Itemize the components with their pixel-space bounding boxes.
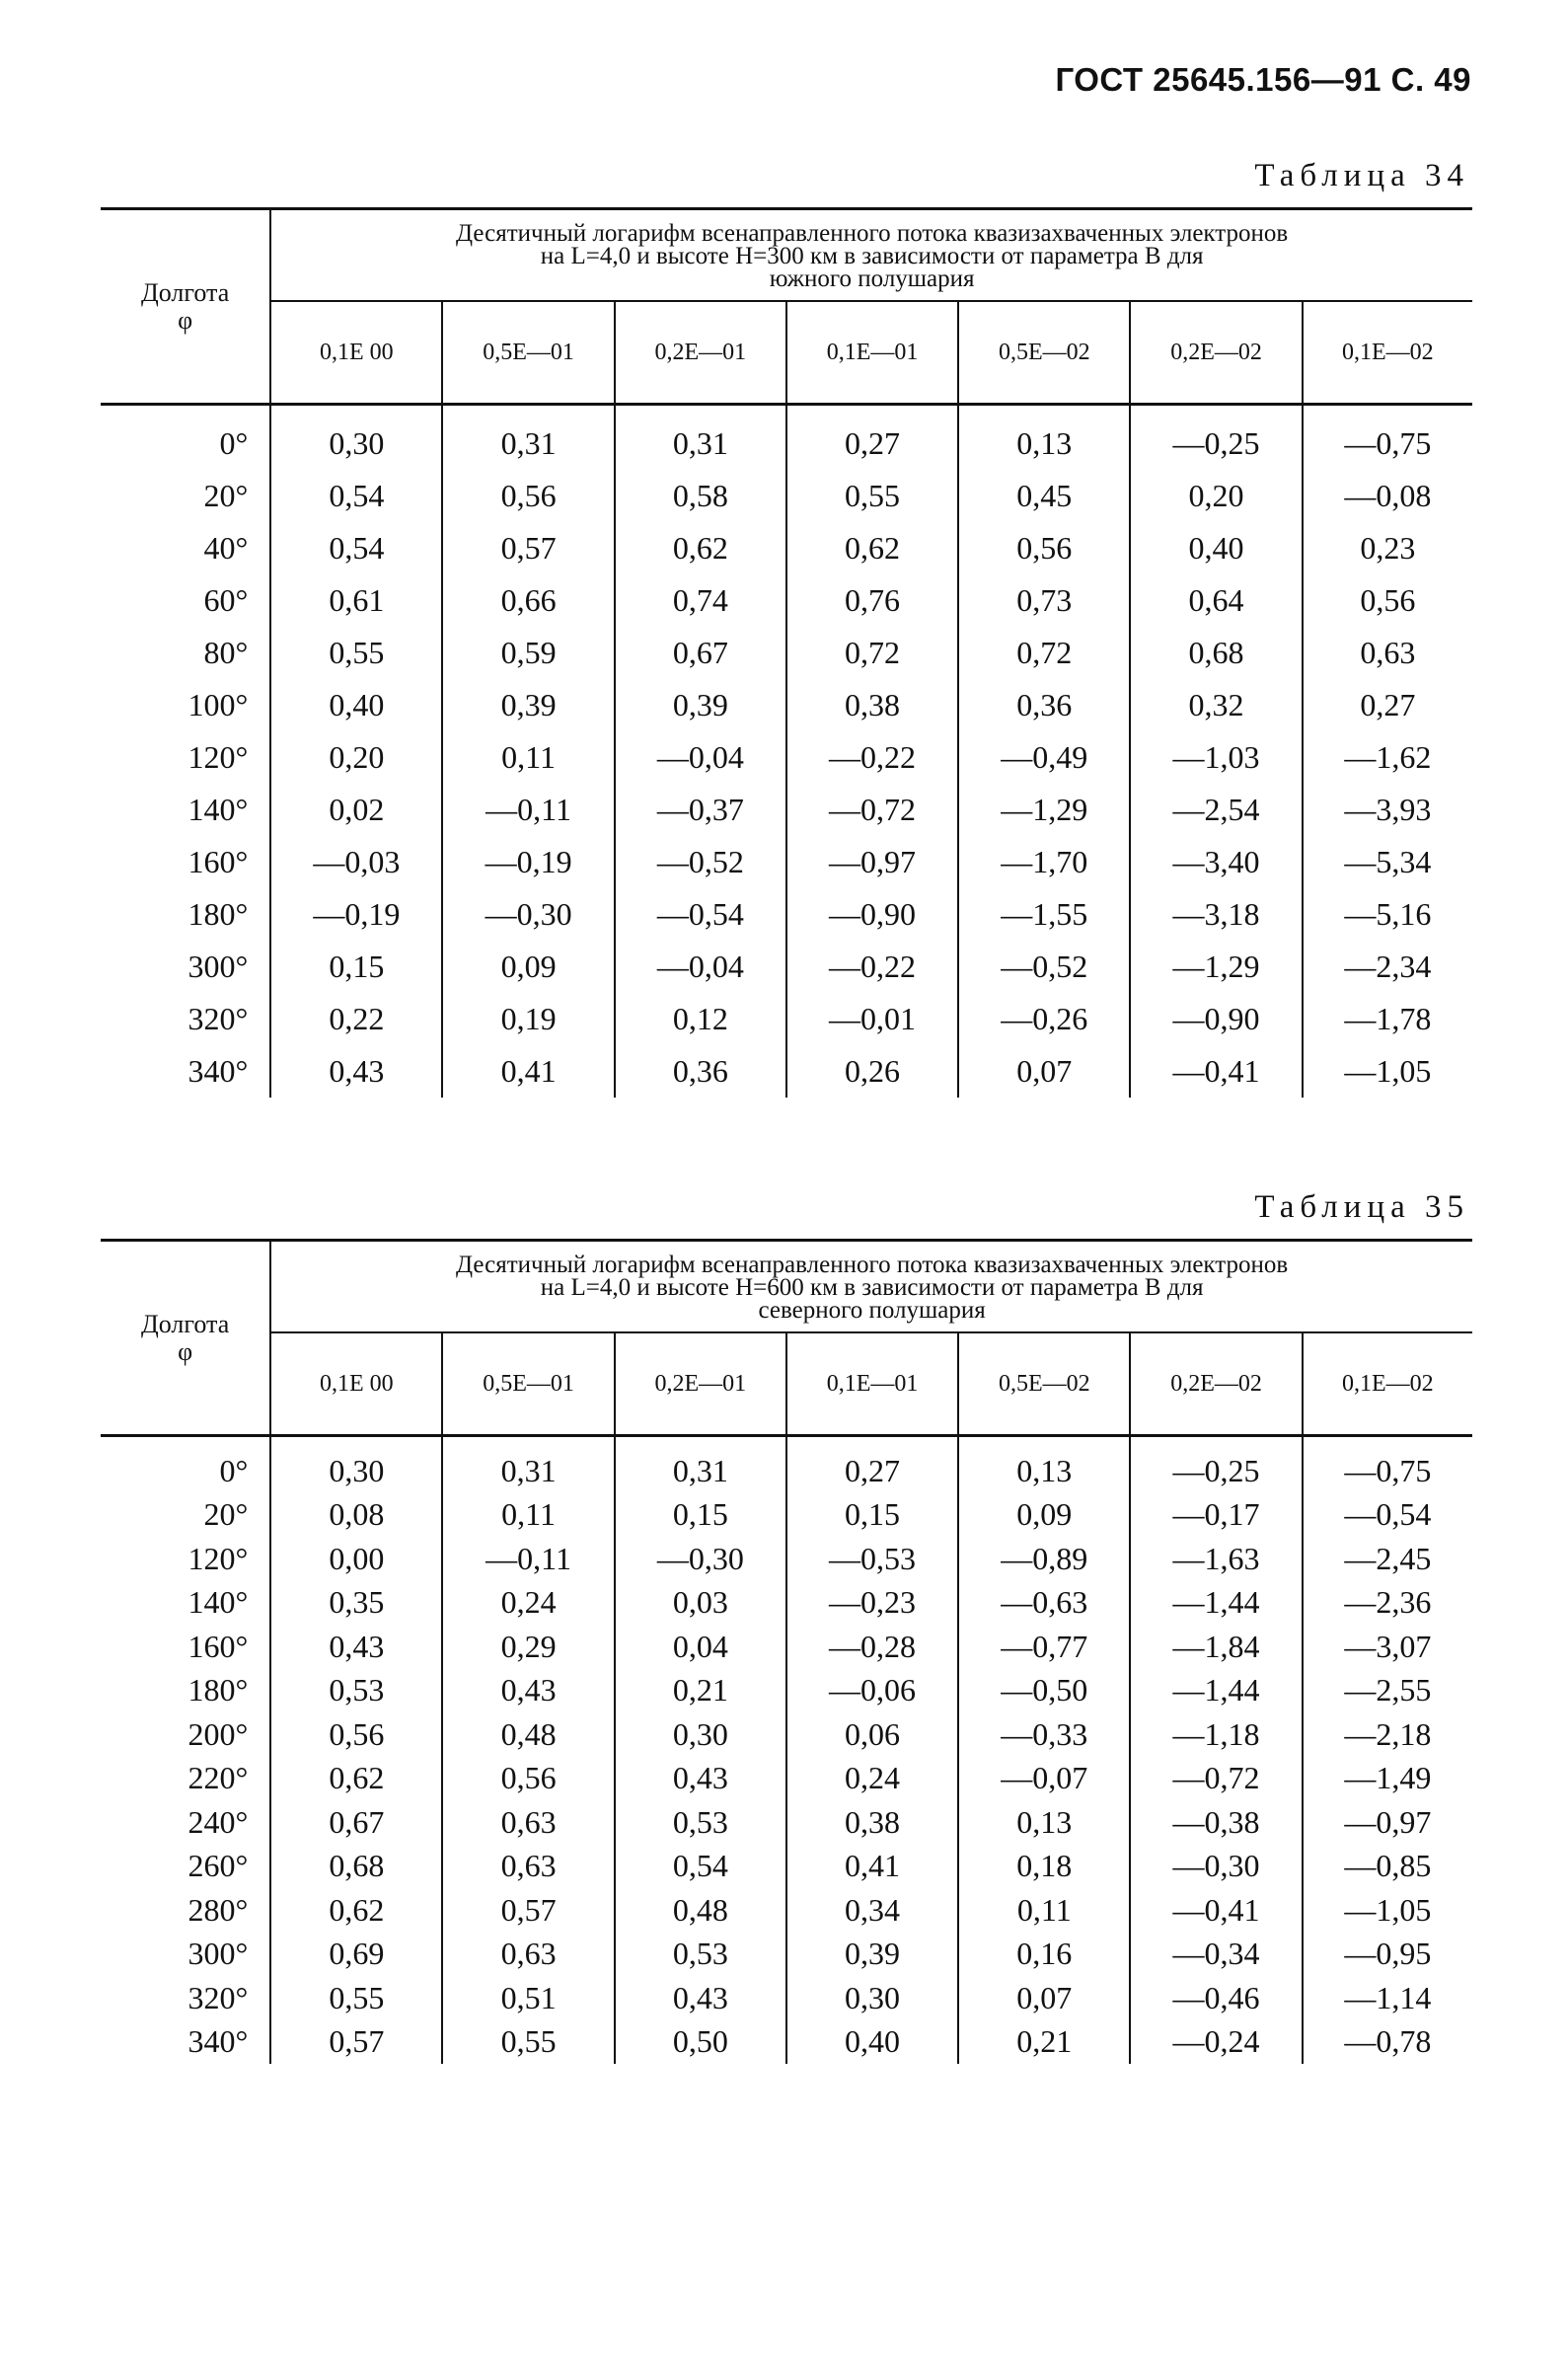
- value-cell: —0,53: [786, 1537, 958, 1581]
- longitude-cell: 40°: [203, 530, 249, 566]
- longitude-header: [101, 1241, 270, 1436]
- value-cell: 0,63: [442, 1933, 614, 1977]
- value-cell: 0,29: [442, 1625, 614, 1669]
- value-cell: 0,02: [270, 784, 442, 836]
- longitude-cell: 160°: [187, 1628, 249, 1664]
- value-cell: —0,46: [1130, 1976, 1302, 2020]
- value-cell: —0,22: [786, 731, 958, 784]
- value-cell: —0,11: [442, 784, 614, 836]
- value-cell: 0,43: [270, 1045, 442, 1098]
- value-cell: 0,51: [442, 1976, 614, 2020]
- longitude-cell: 100°: [187, 687, 249, 722]
- value-cell: —1,78: [1303, 993, 1472, 1045]
- value-cell: 0,26: [786, 1045, 958, 1098]
- longitude-cell: 320°: [187, 1001, 249, 1036]
- table-row: [101, 418, 1472, 470]
- longitude-cell: 200°: [187, 1715, 249, 1752]
- param-header-row: [101, 1332, 1472, 1436]
- value-cell: —0,04: [615, 731, 786, 784]
- value-cell: —0,11: [442, 1537, 614, 1581]
- value-cell: 0,18: [958, 1845, 1130, 1889]
- value-cell: 0,32: [1130, 679, 1302, 731]
- value-cell: —0,24: [1130, 2020, 1302, 2065]
- value-cell: —0,22: [786, 941, 958, 993]
- value-cell: 0,67: [615, 627, 786, 679]
- value-cell: —1,84: [1130, 1625, 1302, 1669]
- value-cell: —2,34: [1303, 941, 1472, 993]
- value-cell: —0,95: [1303, 1933, 1472, 1977]
- value-cell: 0,13: [958, 418, 1130, 470]
- value-cell: 0,56: [1303, 574, 1472, 627]
- value-cell: —1,05: [1303, 1888, 1472, 1933]
- value-cell: 0,13: [958, 1449, 1130, 1493]
- value-cell: 0,31: [615, 1449, 786, 1493]
- table-row: [101, 941, 1472, 993]
- value-cell: 0,69: [270, 1933, 442, 1977]
- longitude-cell: 340°: [187, 2023, 249, 2060]
- value-cell: 0,43: [270, 1625, 442, 1669]
- longitude-header: [101, 209, 270, 405]
- value-cell: 0,38: [786, 679, 958, 731]
- super-header: [270, 209, 1472, 302]
- longitude-cell: 60°: [203, 582, 249, 618]
- value-cell: 0,00: [270, 1537, 442, 1581]
- super-header: [270, 1241, 1472, 1333]
- value-cell: —5,16: [1303, 888, 1472, 941]
- param-header: 0,5E—01: [442, 1332, 614, 1436]
- table-row: [101, 1537, 1472, 1581]
- value-cell: 0,48: [615, 1888, 786, 1933]
- value-cell: —0,50: [958, 1669, 1130, 1713]
- value-cell: —0,30: [1130, 1845, 1302, 1889]
- value-cell: 0,07: [958, 1976, 1130, 2020]
- value-cell: —0,33: [958, 1712, 1130, 1757]
- value-cell: —0,25: [1130, 418, 1302, 470]
- table-row: [101, 522, 1472, 574]
- value-cell: 0,38: [786, 1800, 958, 1845]
- super-header-line: на L=4,0 и высоте H=300 км в зависимости от параметра B для: [540, 243, 1204, 269]
- param-header: 0,2E—02: [1130, 1332, 1302, 1436]
- value-cell: 0,40: [786, 2020, 958, 2065]
- table-row: [101, 627, 1472, 679]
- table-title-35: Таблица 35: [1254, 1189, 1469, 1225]
- value-cell: 0,55: [442, 2020, 614, 2065]
- table-row: [101, 731, 1472, 784]
- table-row: [101, 1845, 1472, 1889]
- value-cell: —1,18: [1130, 1712, 1302, 1757]
- param-header: 0,2E—01: [615, 301, 786, 405]
- value-cell: 0,30: [270, 418, 442, 470]
- value-cell: 0,23: [1303, 522, 1472, 574]
- value-cell: —0,78: [1303, 2020, 1472, 2065]
- value-cell: 0,03: [615, 1581, 786, 1626]
- value-cell: —0,54: [615, 888, 786, 941]
- param-header: 0,5E—02: [958, 1332, 1130, 1436]
- value-cell: 0,67: [270, 1800, 442, 1845]
- value-cell: —2,55: [1303, 1669, 1472, 1713]
- value-cell: 0,36: [615, 1045, 786, 1098]
- value-cell: 0,40: [1130, 522, 1302, 574]
- param-header: 0,1E—02: [1303, 301, 1472, 405]
- value-cell: —0,07: [958, 1757, 1130, 1801]
- value-cell: —0,72: [786, 784, 958, 836]
- param-header: 0,2E—02: [1130, 301, 1302, 405]
- value-cell: 0,59: [442, 627, 614, 679]
- table-row: [101, 470, 1472, 522]
- table-row: [101, 1493, 1472, 1538]
- value-cell: —0,38: [1130, 1800, 1302, 1845]
- value-cell: —0,23: [786, 1581, 958, 1626]
- param-header-row: [101, 301, 1472, 405]
- value-cell: 0,08: [270, 1493, 442, 1538]
- longitude-cell: 240°: [187, 1803, 249, 1840]
- value-cell: 0,56: [442, 1757, 614, 1801]
- value-cell: —0,54: [1303, 1493, 1472, 1538]
- value-cell: 0,66: [442, 574, 614, 627]
- value-cell: 0,21: [958, 2020, 1130, 2065]
- param-header: 0,1E 00: [270, 301, 442, 405]
- value-cell: —0,03: [270, 836, 442, 888]
- value-cell: —0,25: [1130, 1449, 1302, 1493]
- longitude-cell: 340°: [187, 1053, 249, 1089]
- param-header: 0,1E 00: [270, 1332, 442, 1436]
- value-cell: 0,31: [615, 418, 786, 470]
- value-cell: —0,90: [786, 888, 958, 941]
- value-cell: 0,58: [615, 470, 786, 522]
- value-cell: 0,57: [270, 2020, 442, 2065]
- table-row: [101, 1045, 1472, 1098]
- value-cell: 0,43: [442, 1669, 614, 1713]
- value-cell: 0,55: [786, 470, 958, 522]
- value-cell: 0,55: [270, 627, 442, 679]
- value-cell: —0,01: [786, 993, 958, 1045]
- longitude-cell: 140°: [187, 792, 249, 827]
- value-cell: —0,28: [786, 1625, 958, 1669]
- value-cell: 0,15: [615, 1493, 786, 1538]
- value-cell: —0,75: [1303, 1449, 1472, 1493]
- value-cell: 0,53: [270, 1669, 442, 1713]
- table-row: [101, 1976, 1472, 2020]
- param-header: 0,2E—01: [615, 1332, 786, 1436]
- longitude-cell: 20°: [203, 478, 249, 513]
- value-cell: —0,52: [615, 836, 786, 888]
- table-title-34: Таблица 34: [1254, 158, 1469, 193]
- value-cell: 0,30: [615, 1712, 786, 1757]
- table-34: [101, 207, 1472, 1098]
- longitude-cell: 0°: [219, 425, 249, 461]
- longitude-cell: 0°: [219, 1452, 249, 1488]
- longitude-cell: 20°: [203, 1496, 249, 1533]
- table-row: [101, 574, 1472, 627]
- value-cell: 0,54: [270, 522, 442, 574]
- longitude-label: Долгота: [140, 277, 230, 307]
- value-cell: —0,41: [1130, 1045, 1302, 1098]
- value-cell: 0,55: [270, 1976, 442, 2020]
- value-cell: —0,19: [270, 888, 442, 941]
- longitude-cell: 120°: [187, 739, 249, 775]
- value-cell: —3,40: [1130, 836, 1302, 888]
- value-cell: —0,34: [1130, 1933, 1302, 1977]
- value-cell: —0,41: [1130, 1888, 1302, 1933]
- value-cell: 0,07: [958, 1045, 1130, 1098]
- value-cell: —3,93: [1303, 784, 1472, 836]
- longitude-label: Долгота: [140, 1309, 230, 1338]
- table-row: [101, 836, 1472, 888]
- value-cell: —1,49: [1303, 1757, 1472, 1801]
- value-cell: 0,64: [1130, 574, 1302, 627]
- value-cell: 0,11: [442, 731, 614, 784]
- value-cell: —1,05: [1303, 1045, 1472, 1098]
- value-cell: —0,17: [1130, 1493, 1302, 1538]
- value-cell: 0,40: [270, 679, 442, 731]
- value-cell: —1,62: [1303, 731, 1472, 784]
- value-cell: 0,72: [786, 627, 958, 679]
- value-cell: —1,29: [1130, 941, 1302, 993]
- table-row: [101, 2020, 1472, 2065]
- param-header: 0,1E—01: [786, 301, 958, 405]
- value-cell: 0,41: [786, 1845, 958, 1889]
- value-cell: 0,27: [1303, 679, 1472, 731]
- table-row: [101, 1449, 1472, 1493]
- value-cell: —1,29: [958, 784, 1130, 836]
- value-cell: —2,36: [1303, 1581, 1472, 1626]
- value-cell: 0,11: [958, 1888, 1130, 1933]
- param-header: 0,1E—01: [786, 1332, 958, 1436]
- value-cell: 0,41: [442, 1045, 614, 1098]
- value-cell: 0,09: [442, 941, 614, 993]
- value-cell: —0,49: [958, 731, 1130, 784]
- value-cell: 0,57: [442, 1888, 614, 1933]
- value-cell: 0,24: [442, 1581, 614, 1626]
- value-cell: 0,11: [442, 1493, 614, 1538]
- longitude-symbol: φ: [178, 305, 193, 335]
- value-cell: 0,30: [270, 1449, 442, 1493]
- value-cell: 0,21: [615, 1669, 786, 1713]
- table-row: [101, 1625, 1472, 1669]
- value-cell: —0,90: [1130, 993, 1302, 1045]
- value-cell: 0,06: [786, 1712, 958, 1757]
- value-cell: 0,68: [270, 1845, 442, 1889]
- value-cell: 0,61: [270, 574, 442, 627]
- table-row: [101, 784, 1472, 836]
- value-cell: 0,27: [786, 418, 958, 470]
- value-cell: —0,26: [958, 993, 1130, 1045]
- longitude-cell: 280°: [187, 1891, 249, 1928]
- value-cell: 0,39: [442, 679, 614, 731]
- longitude-cell: 300°: [187, 1936, 249, 1972]
- value-cell: 0,43: [615, 1757, 786, 1801]
- value-cell: —0,75: [1303, 418, 1472, 470]
- value-cell: —5,34: [1303, 836, 1472, 888]
- value-cell: —0,19: [442, 836, 614, 888]
- table-row: [101, 1800, 1472, 1845]
- super-header-line: на L=4,0 и высоте H=600 км в зависимости от параметра B для: [540, 1274, 1204, 1301]
- value-cell: 0,31: [442, 1449, 614, 1493]
- value-cell: —1,44: [1130, 1581, 1302, 1626]
- value-cell: 0,30: [786, 1976, 958, 2020]
- value-cell: 0,09: [958, 1493, 1130, 1538]
- value-cell: —0,37: [615, 784, 786, 836]
- value-cell: 0,36: [958, 679, 1130, 731]
- table-row: [101, 1933, 1472, 1977]
- table-row: [101, 1757, 1472, 1801]
- value-cell: 0,62: [615, 522, 786, 574]
- value-cell: —0,85: [1303, 1845, 1472, 1889]
- page-header: ГОСТ 25645.156—91 С. 49: [1055, 61, 1471, 98]
- value-cell: —1,44: [1130, 1669, 1302, 1713]
- super-header-line: Десятичный логарифм всенаправленного потока квазизахваченных электронов: [456, 220, 1289, 247]
- value-cell: 0,62: [786, 522, 958, 574]
- param-header: 0,5E—02: [958, 301, 1130, 405]
- value-cell: 0,62: [270, 1888, 442, 1933]
- value-cell: 0,48: [442, 1712, 614, 1757]
- table-row: [101, 888, 1472, 941]
- value-cell: —0,97: [1303, 1800, 1472, 1845]
- value-cell: —0,77: [958, 1625, 1130, 1669]
- table-row: [101, 1888, 1472, 1933]
- super-header-line: северного полушария: [758, 1297, 986, 1324]
- value-cell: 0,54: [270, 470, 442, 522]
- param-header: 0,1E—02: [1303, 1332, 1472, 1436]
- longitude-cell: 120°: [187, 1540, 249, 1576]
- table-row: [101, 1581, 1472, 1626]
- value-cell: —2,54: [1130, 784, 1302, 836]
- value-cell: 0,76: [786, 574, 958, 627]
- value-cell: —0,97: [786, 836, 958, 888]
- value-cell: —0,72: [1130, 1757, 1302, 1801]
- longitude-cell: 260°: [187, 1848, 249, 1884]
- table-row: [101, 1669, 1472, 1713]
- value-cell: —1,14: [1303, 1976, 1472, 2020]
- value-cell: 0,39: [615, 679, 786, 731]
- longitude-cell: 180°: [187, 896, 249, 932]
- table-row: [101, 679, 1472, 731]
- value-cell: 0,53: [615, 1800, 786, 1845]
- value-cell: 0,72: [958, 627, 1130, 679]
- value-cell: 0,50: [615, 2020, 786, 2065]
- value-cell: 0,20: [270, 731, 442, 784]
- value-cell: —3,07: [1303, 1625, 1472, 1669]
- value-cell: —1,70: [958, 836, 1130, 888]
- value-cell: 0,56: [442, 470, 614, 522]
- value-cell: 0,34: [786, 1888, 958, 1933]
- value-cell: 0,62: [270, 1757, 442, 1801]
- value-cell: 0,39: [786, 1933, 958, 1977]
- value-cell: —2,18: [1303, 1712, 1472, 1757]
- value-cell: 0,31: [442, 418, 614, 470]
- value-cell: 0,57: [442, 522, 614, 574]
- value-cell: —1,63: [1130, 1537, 1302, 1581]
- longitude-cell: 320°: [187, 1979, 249, 2015]
- value-cell: —0,52: [958, 941, 1130, 993]
- value-cell: 0,35: [270, 1581, 442, 1626]
- value-cell: 0,24: [786, 1757, 958, 1801]
- longitude-cell: 80°: [203, 635, 249, 670]
- value-cell: 0,27: [786, 1449, 958, 1493]
- value-cell: 0,54: [615, 1845, 786, 1889]
- longitude-cell: 220°: [187, 1760, 249, 1796]
- table-row: [101, 1712, 1472, 1757]
- value-cell: 0,63: [1303, 627, 1472, 679]
- value-cell: 0,56: [958, 522, 1130, 574]
- value-cell: 0,56: [270, 1712, 442, 1757]
- longitude-symbol: φ: [178, 1336, 193, 1366]
- value-cell: —0,04: [615, 941, 786, 993]
- value-cell: —0,89: [958, 1537, 1130, 1581]
- value-cell: 0,16: [958, 1933, 1130, 1977]
- super-header-line: Десятичный логарифм всенаправленного потока квазизахваченных электронов: [456, 1252, 1289, 1278]
- value-cell: 0,13: [958, 1800, 1130, 1845]
- value-cell: 0,12: [615, 993, 786, 1045]
- value-cell: 0,68: [1130, 627, 1302, 679]
- longitude-cell: 160°: [187, 844, 249, 879]
- table-row: [101, 993, 1472, 1045]
- value-cell: —0,30: [615, 1537, 786, 1581]
- value-cell: 0,20: [1130, 470, 1302, 522]
- value-cell: 0,15: [786, 1493, 958, 1538]
- value-cell: 0,73: [958, 574, 1130, 627]
- value-cell: 0,22: [270, 993, 442, 1045]
- value-cell: —0,08: [1303, 470, 1472, 522]
- value-cell: 0,53: [615, 1933, 786, 1977]
- value-cell: —0,63: [958, 1581, 1130, 1626]
- table-35: [101, 1239, 1472, 2064]
- longitude-cell: 140°: [187, 1584, 249, 1621]
- value-cell: 0,43: [615, 1976, 786, 2020]
- value-cell: —1,55: [958, 888, 1130, 941]
- value-cell: 0,04: [615, 1625, 786, 1669]
- value-cell: —3,18: [1130, 888, 1302, 941]
- longitude-cell: 300°: [187, 949, 249, 984]
- value-cell: 0,74: [615, 574, 786, 627]
- value-cell: —0,30: [442, 888, 614, 941]
- value-cell: —0,06: [786, 1669, 958, 1713]
- value-cell: 0,63: [442, 1845, 614, 1889]
- value-cell: 0,19: [442, 993, 614, 1045]
- value-cell: —2,45: [1303, 1537, 1472, 1581]
- param-header: 0,5E—01: [442, 301, 614, 405]
- value-cell: —1,03: [1130, 731, 1302, 784]
- super-header-line: южного полушария: [769, 266, 975, 292]
- value-cell: 0,45: [958, 470, 1130, 522]
- value-cell: 0,15: [270, 941, 442, 993]
- value-cell: 0,63: [442, 1800, 614, 1845]
- longitude-cell: 180°: [187, 1672, 249, 1709]
